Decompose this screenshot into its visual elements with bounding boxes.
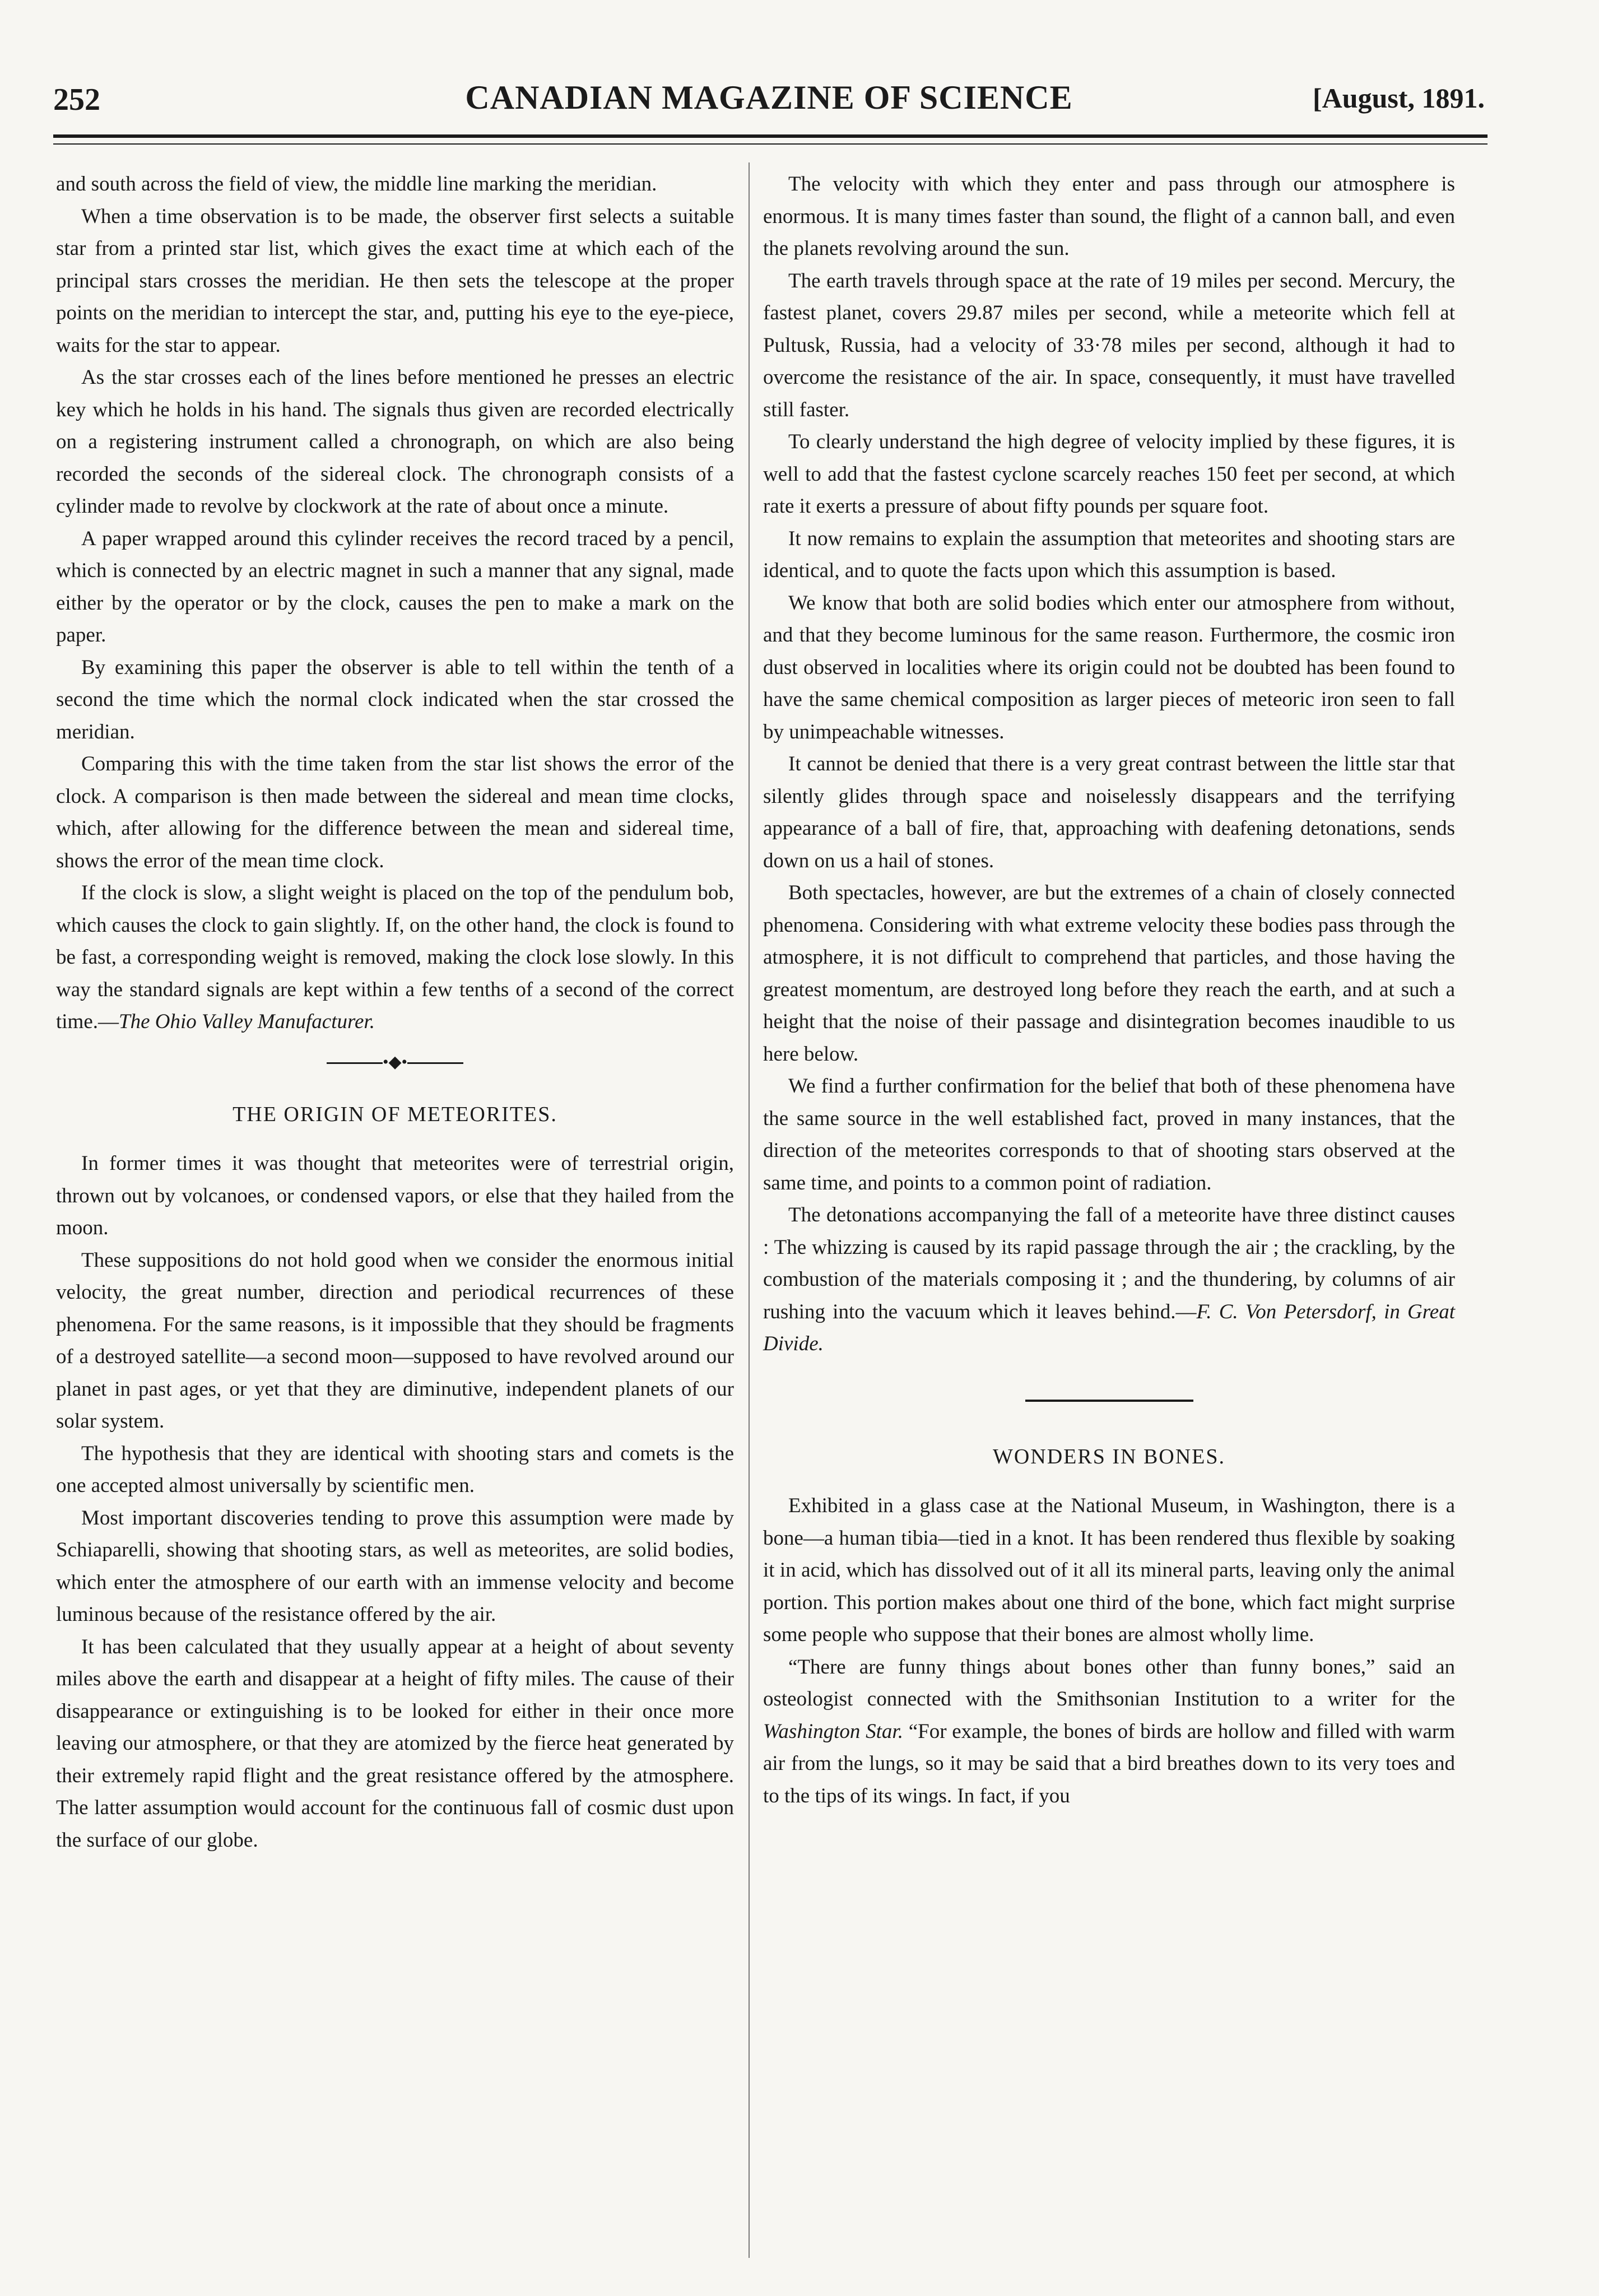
paragraph: It cannot be denied that there is a very great contrast between the little star that silently glides through space and noiselessly disappears and the terrifying appearance of a ball of fire, that, approaching with deafening detonations, sends down on us a hail of stones. — [763, 752, 1455, 872]
paragraph: In former times it was thought that meteorites were of terrestrial origin, thrown out by volcanoes, or condensed vapors, or else that they hailed from the moon. — [56, 1152, 734, 1239]
paragraph-text: “For example, the bones of birds are hollow and filled with warm air from the lungs, so it may be said that a bird breathes down to its very toes and to the tips of its wings. In fact, if you — [763, 1719, 1456, 1807]
ornament-line — [407, 1062, 463, 1064]
source-credit: The Ohio Valley Manufacturer. — [119, 1010, 375, 1033]
right-column — [763, 168, 1455, 1812]
page-header — [53, 78, 1485, 129]
source-credit: F. C. Von Petersdorf, in Great Divide. — [763, 1300, 1455, 1355]
paragraph: As the star crosses each of the lines before mentioned he presses an electric key which he holds in his hand. The signals thus given are recorded electrically on a registering instrument called a chronograph, on which are also being recorded the seconds of the sidereal clock. The chronograph consists of a cylinder made to revolve by clockwork at the rate of about once a minute. — [56, 366, 734, 518]
paragraph — [763, 1651, 1455, 1812]
issue-date: [August, 1891. — [1313, 82, 1485, 114]
section-divider — [1025, 1400, 1193, 1402]
header-rule — [53, 134, 1488, 138]
paragraph: and south across the field of view, the middle line marking the meridian. — [56, 173, 657, 196]
paragraph: When a time observation is to be made, the observer first selects a suitable star from a printed star list, which gives the exact time at which each of the principal stars crosses the meridian. He then sets the telescope at the proper points on the meridian to intercept the star, and, putting his eye to the eye-piece, waits for the star to appear. — [56, 204, 734, 357]
ornament-line — [327, 1062, 383, 1064]
paragraph: To clearly understand the high degree of velocity implied by these figures, it is well to add that the fastest cyclone scarcely reaches 150 feet per second, at which rate it exerts a pressure of about fifty pounds per square foot. — [763, 430, 1455, 518]
paragraph-text: “There are funny things about bones other than funny bones,” said an osteologist connected with the Smithsonian Institution to a writer for the — [763, 1655, 1455, 1711]
paragraph: Both spectacles, however, are but the extremes of a chain of closely connected phenomena. Considering with what extreme velocity these bodies pass through the atmosphere, it is not difficult to comprehend that particles, and those having the greatest momentum, are destroyed long before they reach the earth, and at such a height that the noise of their passage and disintegration becomes inaudible to us here below. — [763, 881, 1455, 1066]
header-rule-thin — [53, 143, 1488, 145]
source-credit: Washington Star. — [763, 1719, 903, 1743]
paragraph: Most important discoveries tending to prove this assumption were made by Schiaparelli, showing that shooting stars, as well as meteorites, are solid bodies, which enter the atmosphere of our earth with an immense velocity and become luminous because of the resistance offered by the air. — [56, 1506, 734, 1626]
paragraph: We know that both are solid bodies which enter our atmosphere from without, and that they become luminous for the same reason. Furthermore, the cosmic iron dust observed in localities where its origin could not be doubted has been found to have the same chemical composition as larger pieces of meteoric iron seen to fall by unimpeachable witnesses. — [763, 591, 1455, 743]
article-title: WONDERS IN BONES. — [992, 1444, 1226, 1468]
paragraph: By examining this paper the observer is able to tell within the tenth of a second the time which the normal clock indicated when the star crossed the meridian. — [56, 656, 734, 743]
article-title: THE ORIGIN OF METEORITES. — [233, 1102, 557, 1126]
column-divider — [749, 162, 750, 2258]
paragraph — [763, 1199, 1455, 1360]
paragraph: It now remains to explain the assumption that meteorites and shooting stars are identical, and to quote the facts upon which this assumption is based. — [763, 527, 1455, 582]
running-title: CANADIAN MAGAZINE OF SCIENCE — [465, 79, 1073, 116]
paragraph: Comparing this with the time taken from the star list shows the error of the clock. A comparison is then made between the sidereal and mean time clocks, which, after allowing for the difference between the mean and sidereal time, shows the error of the mean time clock. — [56, 752, 734, 872]
paragraph: A paper wrapped around this cylinder receives the record traced by a pencil, which is connected by an electric magnet in such a manner that any signal, made either by the operator or by the clock, causes the pen to make a mark on the paper. — [56, 527, 734, 647]
paragraph: The velocity with which they enter and pass through our atmosphere is enormous. It is many times faster than sound, the flight of a cannon ball, and even the planets revolving around the sun. — [763, 173, 1455, 260]
paragraph-text: The detonations accompanying the fall of a meteorite have three distinct causes : The whizzing is caused by its rapid passage through the air ; the crackling, by the combustion of the materials composing it ; and the thundering, by columns of air rushing into the vacuum which it leaves behind.— — [763, 1203, 1455, 1323]
left-column — [56, 168, 734, 1856]
paragraph — [56, 877, 734, 1038]
paragraph: These suppositions do not hold good when we consider the enormous initial velocity, the great number, direction and periodical recurrences of these phenomena. For the same reasons, is it impossible that they should be fragments of a destroyed satellite—a second moon—supposed to have revolved around our planet in past ages, or yet that they are diminutive, independent planets of our solar system. — [56, 1248, 734, 1433]
paragraph: The hypothesis that they are identical with shooting stars and comets is the one accepted almost universally by scientific men. — [56, 1442, 734, 1497]
paragraph: The earth travels through space at the rate of 19 miles per second. Mercury, the fastest planet, covers 29.87 miles per second, while a meteorite which fell at Pultusk, Russia, had a velocity of 33·78 miles per second, although it had to overcome the resistance of the air. In space, consequently, it must have travelled still faster. — [763, 269, 1455, 421]
section-ornament — [56, 1054, 734, 1071]
paragraph: Exhibited in a glass case at the National Museum, in Washington, there is a bone—a human tibia—tied in a knot. It has been rendered thus flexible by soaking it in acid, which has dissolved out of it all its mineral parts, leaving only the animal portion. This portion makes about one third of the bone, which fact might surprise some people who suppose that their bones are almost wholly lime. — [763, 1494, 1455, 1646]
page-number: 252 — [53, 82, 100, 117]
paragraph: It has been calculated that they usually appear at a height of about seventy miles above the earth and disappear at a height of fifty miles. The cause of their disappearance or extinguishing is to be looked for either in their once more leaving our atmosphere, or that they are atomized by the fierce heat generated by their extremely rapid flight and the great resistance offered by the atmosphere. The latter assumption would account for the continuous fall of cosmic dust upon the surface of our globe. — [56, 1635, 734, 1852]
ornament-glyph: •◆• — [382, 1052, 408, 1071]
paragraph: We find a further confirmation for the belief that both of these phenomena have the same source in the well established fact, proved in many instances, that the direction of the meteorites corresponds to that of shooting stars observed at the same time, and points to a common point of radiation. — [763, 1075, 1455, 1195]
paragraph-text: If the clock is slow, a slight weight is placed on the top of the pendulum bob, which causes the clock to gain slightly. If, on the other hand, the clock is found to be fast, a corresponding weight is removed, making the clock lose slowly. In this way the standard signals are kept within a few tenths of a second of the correct time.— — [56, 881, 734, 1033]
